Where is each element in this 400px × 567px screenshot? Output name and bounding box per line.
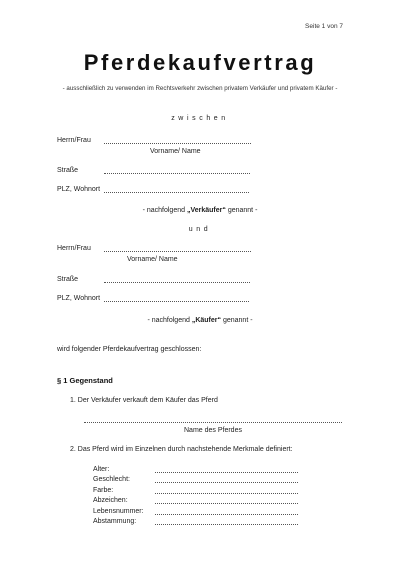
horse-name-caption: Name des Pferdes	[184, 427, 242, 434]
buyer-street-label: Straße	[57, 276, 79, 283]
buyer-role-prefix: - nachfolgend	[147, 317, 192, 324]
page-number: Seite 1 von 7	[305, 23, 343, 30]
feature-label-pedigree: Abstammung:	[93, 518, 137, 525]
buyer-role-suffix: genannt -	[221, 317, 253, 324]
feature-label-markings: Abzeichen:	[93, 497, 128, 504]
section-1-title: § 1 Gegenstand	[57, 376, 113, 385]
feature-field-age[interactable]	[155, 472, 298, 473]
horse-name-field[interactable]	[84, 422, 342, 423]
feature-field-markings[interactable]	[155, 503, 298, 504]
seller-role-prefix: - nachfolgend	[142, 207, 187, 214]
seller-name-label: Herrn/Frau	[57, 137, 91, 144]
buyer-city-field[interactable]	[104, 301, 249, 302]
seller-city-label: PLZ, Wohnort	[57, 186, 101, 193]
between-label: zwischen	[171, 115, 229, 122]
document-subtitle: - ausschließlich zu verwenden im Rechtsverkehr zwischen privatem Verkäufer und privatem Käufer -	[62, 85, 338, 92]
buyer-city-label: PLZ, Wohnort	[57, 295, 101, 302]
seller-name-sublabel: Vorname/ Name	[150, 148, 201, 155]
buyer-name-sublabel: Vorname/ Name	[127, 256, 178, 263]
buyer-role-name: „Käufer“	[191, 317, 222, 324]
feature-field-life-number[interactable]	[155, 514, 298, 515]
seller-name-field[interactable]	[104, 143, 251, 144]
seller-role-line	[0, 207, 400, 214]
item-1-text: 1. Der Verkäufer verkauft dem Käufer das Pferd	[70, 397, 218, 404]
feature-label-life-number: Lebensnummer:	[93, 508, 144, 515]
feature-field-color[interactable]	[155, 493, 298, 494]
feature-label-color: Farbe:	[93, 487, 114, 494]
document-title: Pferdekaufvertrag	[83, 50, 317, 75]
seller-street-field[interactable]	[104, 173, 250, 174]
feature-field-gender[interactable]	[155, 482, 298, 483]
buyer-name-field[interactable]	[104, 251, 251, 252]
seller-role-name: „Verkäufer“	[186, 207, 226, 214]
seller-street-label: Straße	[57, 167, 79, 174]
item-2-text: 2. Das Pferd wird im Einzelnen durch nachstehende Merkmale definiert:	[70, 446, 293, 453]
feature-field-pedigree[interactable]	[155, 524, 298, 525]
feature-label-age: Alter:	[93, 466, 110, 473]
buyer-street-field[interactable]	[104, 282, 250, 283]
seller-role-suffix: genannt -	[225, 207, 258, 214]
buyer-role-line	[0, 317, 400, 324]
feature-label-gender: Geschlecht:	[93, 476, 130, 483]
buyer-name-label: Herrn/Frau	[57, 245, 91, 252]
contract-intro: wird folgender Pferdekaufvertrag geschlossen:	[57, 346, 202, 353]
and-label: und	[188, 226, 212, 233]
seller-city-field[interactable]	[104, 192, 249, 193]
